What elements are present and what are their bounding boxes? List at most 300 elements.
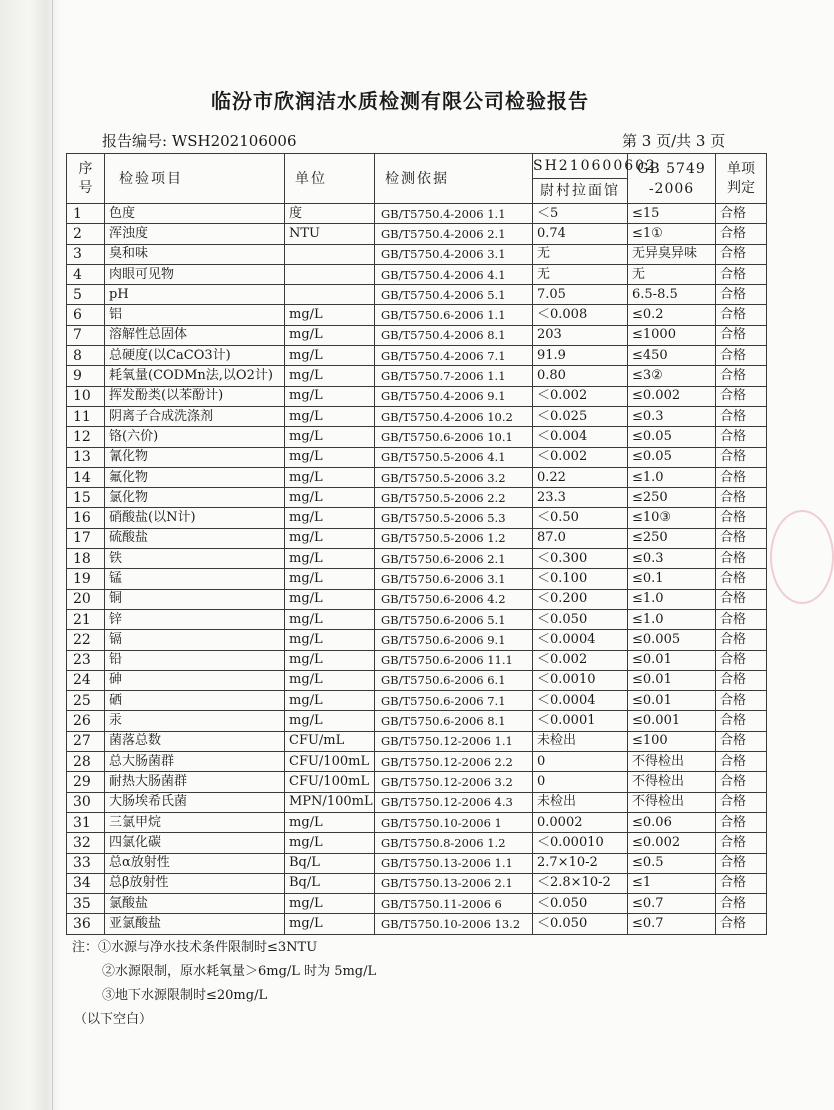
- row-item: 耗氧量(CODMn法,以O2计): [105, 366, 285, 386]
- row-verdict: 合格: [716, 549, 767, 569]
- row-result: 7.05: [533, 285, 628, 305]
- row-unit: [285, 264, 375, 284]
- row-item: 菌落总数: [105, 731, 285, 751]
- row-unit: mg/L: [285, 833, 375, 853]
- row-limit: ≤0.7: [628, 894, 716, 914]
- header-verdict-label: 单项判定: [727, 160, 755, 196]
- row-method: GB/T5750.13-2006 2.1: [375, 873, 533, 893]
- row-unit: mg/L: [285, 325, 375, 345]
- row-unit: CFU/100mL: [285, 752, 375, 772]
- row-unit: Bq/L: [285, 853, 375, 873]
- table-row: [67, 569, 767, 589]
- row-limit: ≤0.3: [628, 406, 716, 426]
- row-item: 汞: [105, 711, 285, 731]
- row-unit: CFU/100mL: [285, 772, 375, 792]
- table-row: [67, 467, 767, 487]
- row-verdict: 合格: [716, 406, 767, 426]
- row-unit: mg/L: [285, 609, 375, 629]
- row-limit: ≤0.005: [628, 630, 716, 650]
- row-method: GB/T5750.10-2006 1: [375, 812, 533, 832]
- table-row: [67, 488, 767, 508]
- header-unit: 单位: [285, 154, 375, 204]
- row-verdict: 合格: [716, 447, 767, 467]
- row-method: GB/T5750.5-2006 1.2: [375, 528, 533, 548]
- row-method: GB/T5750.6-2006 7.1: [375, 691, 533, 711]
- table-row: [67, 752, 767, 772]
- row-method: GB/T5750.5-2006 2.2: [375, 488, 533, 508]
- row-result: ＜0.050: [533, 914, 628, 934]
- row-seq: 22: [67, 630, 105, 650]
- table-row: [67, 427, 767, 447]
- row-result: ＜0.025: [533, 406, 628, 426]
- row-result: ＜0.0010: [533, 670, 628, 690]
- row-result: ＜0.50: [533, 508, 628, 528]
- header-seq-label: 序号: [78, 160, 93, 196]
- row-method: GB/T5750.6-2006 2.1: [375, 549, 533, 569]
- row-limit: ≤0.2: [628, 305, 716, 325]
- row-seq: 15: [67, 488, 105, 508]
- row-limit: ≤0.1: [628, 569, 716, 589]
- row-seq: 17: [67, 528, 105, 548]
- row-result: ＜0.050: [533, 609, 628, 629]
- row-item: 镉: [105, 630, 285, 650]
- row-unit: mg/L: [285, 589, 375, 609]
- row-verdict: 合格: [716, 244, 767, 264]
- row-limit: ≤250: [628, 528, 716, 548]
- header-sample-name: 尉村拉面馆: [533, 179, 628, 204]
- row-limit: ≤15: [628, 204, 716, 224]
- table-row: [67, 305, 767, 325]
- row-result: 2.7×10-2: [533, 853, 628, 873]
- row-method: GB/T5750.4-2006 4.1: [375, 264, 533, 284]
- row-method: GB/T5750.12-2006 3.2: [375, 772, 533, 792]
- table-row: [67, 508, 767, 528]
- row-verdict: 合格: [716, 792, 767, 812]
- row-item: 铁: [105, 549, 285, 569]
- row-item: 臭和味: [105, 244, 285, 264]
- row-result: ＜0.050: [533, 894, 628, 914]
- row-result: 0.74: [533, 224, 628, 244]
- table-row: [67, 325, 767, 345]
- row-method: GB/T5750.11-2006 6: [375, 894, 533, 914]
- row-verdict: 合格: [716, 609, 767, 629]
- row-seq: 32: [67, 833, 105, 853]
- row-limit: ≤1000: [628, 325, 716, 345]
- report-title: 临汾市欣润洁水质检测有限公司检验报告: [211, 89, 589, 113]
- row-verdict: 合格: [716, 812, 767, 832]
- row-verdict: 合格: [716, 508, 767, 528]
- row-result: ＜0.200: [533, 589, 628, 609]
- header-item: 检验项目: [105, 154, 285, 204]
- table-row: [67, 670, 767, 690]
- row-method: GB/T5750.6-2006 1.1: [375, 305, 533, 325]
- row-item: 铬(六价): [105, 427, 285, 447]
- row-limit: ≤1.0: [628, 589, 716, 609]
- row-limit: ≤10③: [628, 508, 716, 528]
- row-method: GB/T5750.4-2006 3.1: [375, 244, 533, 264]
- row-seq: 28: [67, 752, 105, 772]
- note-3: ③地下水源限制时≤20mg/L: [102, 988, 268, 1003]
- row-unit: mg/L: [285, 467, 375, 487]
- row-seq: 4: [67, 264, 105, 284]
- row-limit: ≤3②: [628, 366, 716, 386]
- row-unit: NTU: [285, 224, 375, 244]
- table-row: [67, 346, 767, 366]
- row-unit: mg/L: [285, 894, 375, 914]
- row-seq: 19: [67, 569, 105, 589]
- row-seq: 26: [67, 711, 105, 731]
- row-unit: 度: [285, 204, 375, 224]
- row-result: ＜0.002: [533, 386, 628, 406]
- row-seq: 6: [67, 305, 105, 325]
- table-row: [67, 873, 767, 893]
- row-method: GB/T5750.12-2006 2.2: [375, 752, 533, 772]
- row-result: 0: [533, 752, 628, 772]
- row-result: ＜0.0004: [533, 691, 628, 711]
- row-verdict: 合格: [716, 366, 767, 386]
- row-verdict: 合格: [716, 589, 767, 609]
- row-verdict: 合格: [716, 752, 767, 772]
- row-method: GB/T5750.6-2006 10.1: [375, 427, 533, 447]
- table-row: [67, 772, 767, 792]
- row-result: 0.0002: [533, 812, 628, 832]
- row-verdict: 合格: [716, 325, 767, 345]
- row-method: GB/T5750.8-2006 1.2: [375, 833, 533, 853]
- row-unit: mg/L: [285, 427, 375, 447]
- row-result: 未检出: [533, 731, 628, 751]
- row-seq: 11: [67, 406, 105, 426]
- row-method: GB/T5750.6-2006 5.1: [375, 609, 533, 629]
- row-limit: ≤1: [628, 873, 716, 893]
- row-method: GB/T5750.4-2006 9.1: [375, 386, 533, 406]
- row-verdict: 合格: [716, 467, 767, 487]
- row-item: 溶解性总固体: [105, 325, 285, 345]
- page-number: 第 3 页/共 3 页: [622, 132, 726, 150]
- row-limit: 不得检出: [628, 772, 716, 792]
- table-row: [67, 792, 767, 812]
- row-method: GB/T5750.6-2006 11.1: [375, 650, 533, 670]
- row-method: GB/T5750.4-2006 7.1: [375, 346, 533, 366]
- row-item: 四氯化碳: [105, 833, 285, 853]
- table-row: [67, 650, 767, 670]
- row-result: ＜0.0004: [533, 630, 628, 650]
- row-limit: ≤250: [628, 488, 716, 508]
- row-result: 无: [533, 264, 628, 284]
- header-verdict: [716, 154, 767, 204]
- row-seq: 2: [67, 224, 105, 244]
- row-method: GB/T5750.6-2006 4.2: [375, 589, 533, 609]
- row-method: GB/T5750.4-2006 8.1: [375, 325, 533, 345]
- row-verdict: 合格: [716, 488, 767, 508]
- row-item: 挥发酚类(以苯酚计): [105, 386, 285, 406]
- row-verdict: 合格: [716, 670, 767, 690]
- row-item: pH: [105, 285, 285, 305]
- row-limit: ≤0.001: [628, 711, 716, 731]
- table-row: [67, 204, 767, 224]
- row-item: 肉眼可见物: [105, 264, 285, 284]
- row-item: 铝: [105, 305, 285, 325]
- row-item: 硫酸盐: [105, 528, 285, 548]
- row-verdict: 合格: [716, 731, 767, 751]
- row-verdict: 合格: [716, 528, 767, 548]
- row-unit: mg/L: [285, 386, 375, 406]
- row-seq: 33: [67, 853, 105, 873]
- row-limit: ≤0.01: [628, 650, 716, 670]
- row-verdict: 合格: [716, 873, 767, 893]
- row-unit: mg/L: [285, 346, 375, 366]
- row-limit: 6.5-8.5: [628, 285, 716, 305]
- table-row: [67, 549, 767, 569]
- row-item: 砷: [105, 670, 285, 690]
- row-unit: mg/L: [285, 447, 375, 467]
- row-result: 无: [533, 244, 628, 264]
- table-row: [67, 386, 767, 406]
- table-header-row: [67, 154, 767, 179]
- row-unit: mg/L: [285, 630, 375, 650]
- header-method: 检测依据: [375, 154, 533, 204]
- row-item: 氰化物: [105, 447, 285, 467]
- row-seq: 24: [67, 670, 105, 690]
- row-unit: mg/L: [285, 691, 375, 711]
- row-verdict: 合格: [716, 305, 767, 325]
- row-seq: 12: [67, 427, 105, 447]
- row-limit: ≤0.002: [628, 386, 716, 406]
- row-result: 91.9: [533, 346, 628, 366]
- row-result: ＜0.002: [533, 650, 628, 670]
- row-method: GB/T5750.4-2006 1.1: [375, 204, 533, 224]
- row-seq: 7: [67, 325, 105, 345]
- header-standard-line2: -2006: [648, 180, 695, 197]
- row-result: ＜2.8×10-2: [533, 873, 628, 893]
- row-limit: ≤0.06: [628, 812, 716, 832]
- table-row: [67, 528, 767, 548]
- row-limit: ≤0.05: [628, 427, 716, 447]
- row-method: GB/T5750.12-2006 1.1: [375, 731, 533, 751]
- row-item: 亚氯酸盐: [105, 914, 285, 934]
- row-seq: 27: [67, 731, 105, 751]
- row-method: GB/T5750.6-2006 9.1: [375, 630, 533, 650]
- row-seq: 8: [67, 346, 105, 366]
- row-limit: ≤0.002: [628, 833, 716, 853]
- row-unit: mg/L: [285, 549, 375, 569]
- row-unit: mg/L: [285, 508, 375, 528]
- row-item: 总硬度(以CaCO3计): [105, 346, 285, 366]
- row-limit: ≤1.0: [628, 609, 716, 629]
- row-seq: 35: [67, 894, 105, 914]
- row-item: 总大肠菌群: [105, 752, 285, 772]
- row-method: GB/T5750.13-2006 1.1: [375, 853, 533, 873]
- row-unit: CFU/mL: [285, 731, 375, 751]
- row-unit: Bq/L: [285, 873, 375, 893]
- row-method: GB/T5750.4-2006 2.1: [375, 224, 533, 244]
- row-seq: 16: [67, 508, 105, 528]
- row-item: 锰: [105, 569, 285, 589]
- row-result: 87.0: [533, 528, 628, 548]
- row-verdict: 合格: [716, 772, 767, 792]
- header-sample-code: SH210600602: [533, 154, 628, 179]
- seal-stamp: [770, 510, 834, 604]
- row-method: GB/T5750.4-2006 5.1: [375, 285, 533, 305]
- row-result: 23.3: [533, 488, 628, 508]
- row-limit: 不得检出: [628, 792, 716, 812]
- row-item: 三氯甲烷: [105, 812, 285, 832]
- row-method: GB/T5750.4-2006 10.2: [375, 406, 533, 426]
- table-row: [67, 224, 767, 244]
- row-item: 浑浊度: [105, 224, 285, 244]
- table-row: [67, 731, 767, 751]
- row-limit: ≤0.05: [628, 447, 716, 467]
- row-unit: mg/L: [285, 914, 375, 934]
- row-limit: 无: [628, 264, 716, 284]
- row-unit: mg/L: [285, 670, 375, 690]
- row-limit: ≤1.0: [628, 467, 716, 487]
- row-seq: 1: [67, 204, 105, 224]
- row-verdict: 合格: [716, 853, 767, 873]
- row-seq: 21: [67, 609, 105, 629]
- row-item: 铜: [105, 589, 285, 609]
- row-seq: 23: [67, 650, 105, 670]
- row-verdict: 合格: [716, 386, 767, 406]
- row-seq: 29: [67, 772, 105, 792]
- row-method: GB/T5750.5-2006 4.1: [375, 447, 533, 467]
- row-verdict: 合格: [716, 346, 767, 366]
- results-table: [66, 153, 767, 935]
- table-row: [67, 264, 767, 284]
- row-unit: mg/L: [285, 406, 375, 426]
- row-result: ＜0.100: [533, 569, 628, 589]
- row-verdict: 合格: [716, 833, 767, 853]
- row-seq: 36: [67, 914, 105, 934]
- row-item: 大肠埃希氏菌: [105, 792, 285, 812]
- row-verdict: 合格: [716, 264, 767, 284]
- row-item: 阴离子合成洗涤剂: [105, 406, 285, 426]
- row-method: GB/T5750.6-2006 8.1: [375, 711, 533, 731]
- table-row: [67, 285, 767, 305]
- table-row: [67, 244, 767, 264]
- row-seq: 34: [67, 873, 105, 893]
- row-unit: mg/L: [285, 488, 375, 508]
- row-limit: ≤0.3: [628, 549, 716, 569]
- row-verdict: 合格: [716, 204, 767, 224]
- notes-block: [72, 936, 376, 1032]
- row-limit: ≤0.01: [628, 691, 716, 711]
- row-result: ＜0.004: [533, 427, 628, 447]
- row-method: GB/T5750.10-2006 13.2: [375, 914, 533, 934]
- table-row: [67, 812, 767, 832]
- row-unit: mg/L: [285, 711, 375, 731]
- row-seq: 31: [67, 812, 105, 832]
- row-result: 0.22: [533, 467, 628, 487]
- row-limit: ≤0.7: [628, 914, 716, 934]
- row-result: ＜5: [533, 204, 628, 224]
- row-result: ＜0.002: [533, 447, 628, 467]
- table-row: [67, 630, 767, 650]
- row-item: 铅: [105, 650, 285, 670]
- header-standard: [628, 154, 716, 204]
- row-method: GB/T5750.7-2006 1.1: [375, 366, 533, 386]
- table-row: [67, 914, 767, 934]
- row-method: GB/T5750.6-2006 3.1: [375, 569, 533, 589]
- table-row: [67, 711, 767, 731]
- row-item: 锌: [105, 609, 285, 629]
- row-item: 硒: [105, 691, 285, 711]
- row-limit: ≤0.5: [628, 853, 716, 873]
- row-item: 氯酸盐: [105, 894, 285, 914]
- row-item: 氟化物: [105, 467, 285, 487]
- table-row: [67, 609, 767, 629]
- table-row: [67, 833, 767, 853]
- row-limit: ≤450: [628, 346, 716, 366]
- binding-edge-line: [52, 0, 53, 1110]
- note-1: 注：①水源与净水技术条件限制时≤3NTU: [72, 940, 318, 955]
- row-item: 色度: [105, 204, 285, 224]
- row-unit: mg/L: [285, 305, 375, 325]
- blank-below-note: （以下空白）: [74, 1012, 153, 1027]
- row-result: 未检出: [533, 792, 628, 812]
- row-seq: 18: [67, 549, 105, 569]
- table-row: [67, 691, 767, 711]
- row-method: GB/T5750.12-2006 4.3: [375, 792, 533, 812]
- row-unit: mg/L: [285, 366, 375, 386]
- header-standard-line1: GB 5749: [637, 160, 706, 177]
- row-limit: 无异臭异味: [628, 244, 716, 264]
- row-unit: mg/L: [285, 812, 375, 832]
- row-verdict: 合格: [716, 285, 767, 305]
- table-row: [67, 589, 767, 609]
- row-seq: 25: [67, 691, 105, 711]
- row-verdict: 合格: [716, 224, 767, 244]
- row-verdict: 合格: [716, 650, 767, 670]
- row-seq: 3: [67, 244, 105, 264]
- row-result: 203: [533, 325, 628, 345]
- row-verdict: 合格: [716, 711, 767, 731]
- row-verdict: 合格: [716, 914, 767, 934]
- row-result: ＜0.00010: [533, 833, 628, 853]
- row-verdict: 合格: [716, 630, 767, 650]
- row-item: 耐热大肠菌群: [105, 772, 285, 792]
- row-unit: MPN/100mL: [285, 792, 375, 812]
- row-limit: ≤1①: [628, 224, 716, 244]
- row-limit: 不得检出: [628, 752, 716, 772]
- row-item: 硝酸盐(以N计): [105, 508, 285, 528]
- row-seq: 5: [67, 285, 105, 305]
- row-item: 总α放射性: [105, 853, 285, 873]
- table-row: [67, 853, 767, 873]
- row-method: GB/T5750.5-2006 3.2: [375, 467, 533, 487]
- row-result: ＜0.0001: [533, 711, 628, 731]
- row-item: 总β放射性: [105, 873, 285, 893]
- row-limit: ≤0.01: [628, 670, 716, 690]
- row-verdict: 合格: [716, 894, 767, 914]
- row-seq: 10: [67, 386, 105, 406]
- row-limit: ≤100: [628, 731, 716, 751]
- row-method: GB/T5750.6-2006 6.1: [375, 670, 533, 690]
- row-verdict: 合格: [716, 427, 767, 447]
- table-row: [67, 447, 767, 467]
- row-method: GB/T5750.5-2006 5.3: [375, 508, 533, 528]
- table-row: [67, 366, 767, 386]
- report-number: 报告编号: WSH202106006: [102, 132, 297, 150]
- row-result: 0.80: [533, 366, 628, 386]
- note-2: ②水源限制，原水耗氧量＞6mg/L 时为 5mg/L: [102, 964, 377, 979]
- row-verdict: 合格: [716, 569, 767, 589]
- row-seq: 14: [67, 467, 105, 487]
- table-row: [67, 894, 767, 914]
- row-result: ＜0.300: [533, 549, 628, 569]
- row-item: 氯化物: [105, 488, 285, 508]
- row-seq: 20: [67, 589, 105, 609]
- row-unit: mg/L: [285, 569, 375, 589]
